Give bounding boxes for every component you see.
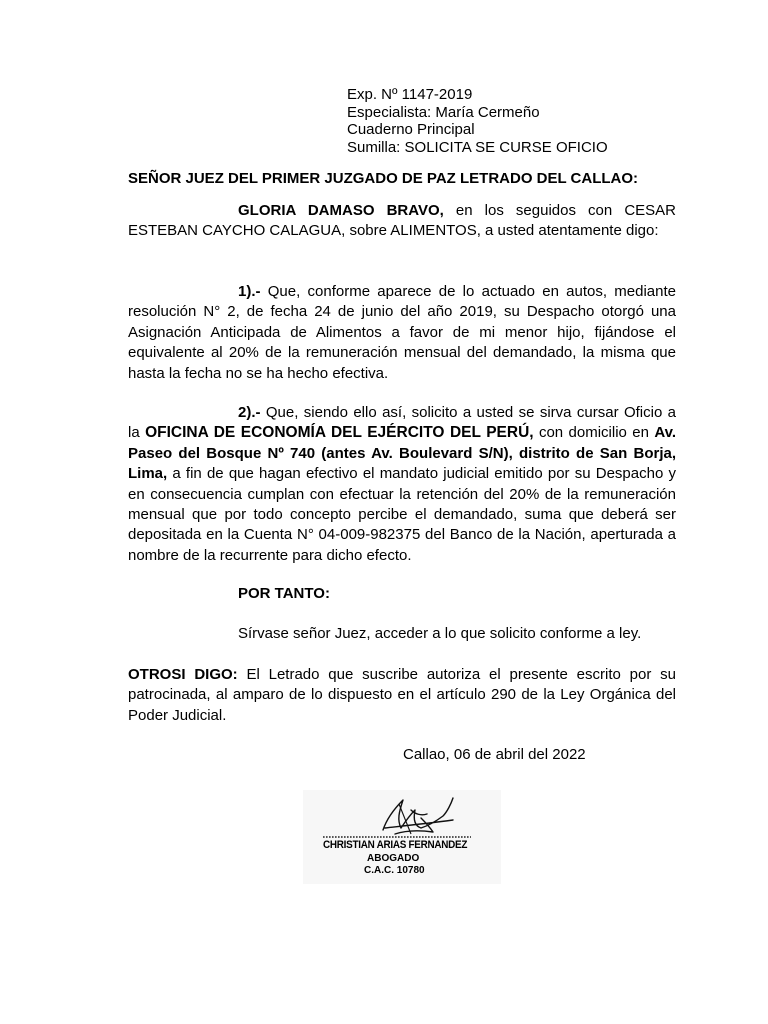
otrosi-text: El Letrado que suscribe autoriza el presente escrito por su patrocinada, al amparo de lo dispuesto en el artículo 290 de la Ley Orgánica del Poder Judicial. (128, 666, 677, 724)
point-1-paragraph (128, 282, 676, 384)
point-1-text: Que, conforme aparece de lo actuado en autos, mediante resolución N° 2, de fecha 24 de junio del año 2019, su Despacho otorgó una Asignación Anticipada de Alimentos a favor de mi menor hijo, fijándose el equivalente al 20% de la remuneración mensual del demandado, la misma que hasta la fecha no se ha hecho efectiva. (128, 283, 676, 382)
point-2-text-c: a fin de que hagan efectivo el mandato judicial emitido por su Despacho y en consecuencia cumplan con efectuar la retención del 20% de la remuneración mensual que por todo concepto percibe el demandado, suma que deberá ser depositada en la Cuenta N° 04-009-982375 del Banco de la Nación, aperturada a nombre de la recurrente para dicho efecto. (128, 465, 676, 564)
office-name: OFICINA DE ECONOMÍA DEL EJÉRCITO DEL PERÚ, (145, 424, 534, 442)
case-header (347, 86, 608, 156)
por-tanto-heading: POR TANTO: (238, 585, 330, 602)
point-1-number: 1).- (238, 283, 261, 300)
petitioner-name: GLORIA DAMASO BRAVO, (238, 202, 444, 219)
lawyer-registration: C.A.C. 10780 (364, 865, 425, 876)
point-2-text-a: Que, siendo ello así, solicito a usted se sirva cursar Oficio a la (128, 404, 676, 442)
intro-text: en los seguidos con CESAR ESTEBAN CAYCHO CALAGUA, sobre ALIMENTOS, a usted atentamente digo: (128, 202, 676, 240)
lawyer-title: ABOGADO (367, 853, 420, 864)
office-address: Av. Paseo del Bosque Nº 740 (antes Av. Boulevard S/N), distrito de San Borja, Lima, (128, 424, 677, 483)
sumilla: Sumilla: SOLICITA SE CURSE OFICIO (347, 138, 608, 156)
signature-stamp (303, 790, 501, 884)
place-date: Callao, 06 de abril del 2022 (403, 746, 586, 763)
cuaderno: Cuaderno Principal (347, 121, 475, 138)
otrosi-paragraph (128, 665, 676, 726)
point-2-text-b: con domicilio en (533, 424, 655, 442)
especialista: Especialista: María Cermeño (347, 103, 540, 121)
intro-paragraph (128, 201, 676, 242)
point-2-paragraph (128, 403, 676, 566)
point-2-number: 2).- (238, 404, 261, 421)
addressee: SEÑOR JUEZ DEL PRIMER JUZGADO DE PAZ LETRADO DEL CALLAO: (128, 170, 639, 187)
expediente-number: Exp. Nº 1147-2019 (347, 86, 473, 103)
otrosi-label: OTROSI DIGO: (128, 666, 238, 683)
request-sentence: Sírvase señor Juez, acceder a lo que solicito conforme a ley. (238, 625, 642, 642)
lawyer-name: CHRISTIAN ARIAS FERNANDEZ (323, 839, 468, 851)
